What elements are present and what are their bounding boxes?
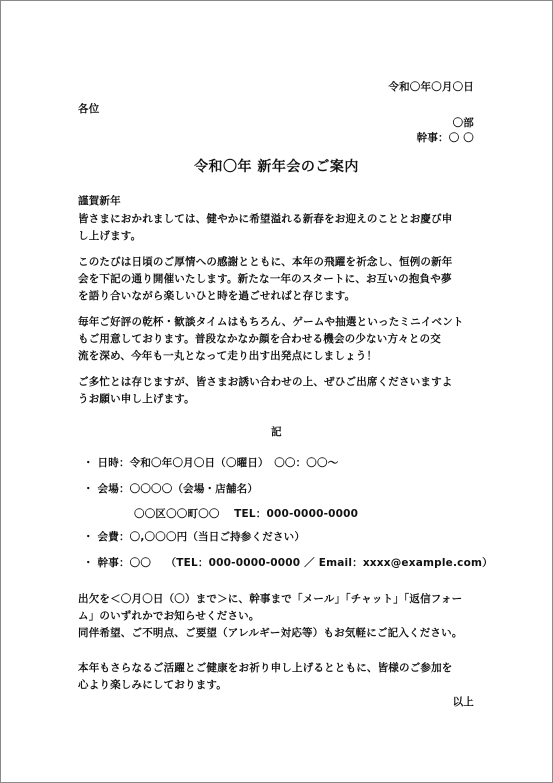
paragraph-line: ご多忙とは存じますが、皆さまお誘い合わせの上、ぜひご出席くださいますよ [78,376,453,388]
page-title: 令和〇年 新年会のご案内 [194,159,359,175]
paragraph-line: 会を下記の通り開催いたします。新たな一年のスタートに、お互いの抱負や夢 [78,273,452,285]
detail-venue-address: 〇〇区〇〇町〇〇 TEL：000-0000-0000 [134,508,359,520]
paragraph-2 [78,254,478,305]
paragraph-line: 流を深め、今年も一丸となって走り出す出発点にしましょう！ [78,350,378,362]
paragraph-line: 皆さまにおかれましては、健やかに希望溢れる新春をお迎えのこととお慶び申 [78,213,453,225]
detail-fee: ・ 会費：〇,〇〇〇円（当日ご持参ください） [83,531,306,543]
rsvp-line: 同伴希望、ご不明点、ご要望（アレルギー対応等）もお気軽にご記入ください。 [78,627,463,639]
paragraph-line: し上げます。 [78,230,142,242]
ki-heading: 記 [271,426,282,438]
organizer: 幹事：〇 〇 [416,132,474,144]
paragraph-line: もご用意しております。普段なかなか顔を合わせる機会の少ない方々との交 [78,333,441,345]
recipient: 各位 [78,103,100,115]
paragraph-line: このたびは日頃のご厚情への感謝とともに、本年の飛躍を祈念し、恒例の新年 [78,256,453,268]
closing-block [78,660,478,694]
paragraph-1 [78,211,478,245]
paragraph-3 [78,314,478,365]
rsvp-line: 出欠を＜〇月〇日（〇）まで＞に、幹事まで「メール」「チャット」「返信フォー [78,593,463,605]
rsvp-line: ム」のいずれかでお知らせください。 [78,610,260,622]
detail-venue: ・ 会場：〇〇〇〇（会場・店舗名） [83,483,259,495]
department: 〇部 [452,117,474,129]
document-date: 令和〇年〇月〇日 [388,81,474,93]
paragraph-line: を語り合いながら楽しいひと時を過ごせればと存じます。 [78,290,356,302]
detail-contact: ・ 幹事：〇〇 （TEL：000-0000-0000 ／ Email：xxxx@example.com） [83,557,493,569]
paragraph-line: 毎年ご好評の乾杯・歓談タイムはもちろん、ゲームや抽選といったミニイベント [78,316,464,328]
paragraph-line: うお願い申し上げます。 [78,393,195,405]
rsvp-block [78,591,478,642]
closing-line: 本年もさらなるご活躍とご健康をお祈り申し上げるとともに、皆様のご参加を [78,662,453,674]
detail-datetime: ・ 日時：令和〇年〇月〇日（〇曜日） 〇〇：〇〇～ [83,457,339,469]
closing-line: 心より楽しみにしております。 [78,679,227,691]
greeting: 謹賀新年 [78,195,121,207]
end-mark: 以上 [452,696,474,708]
paragraph-4 [78,374,478,408]
